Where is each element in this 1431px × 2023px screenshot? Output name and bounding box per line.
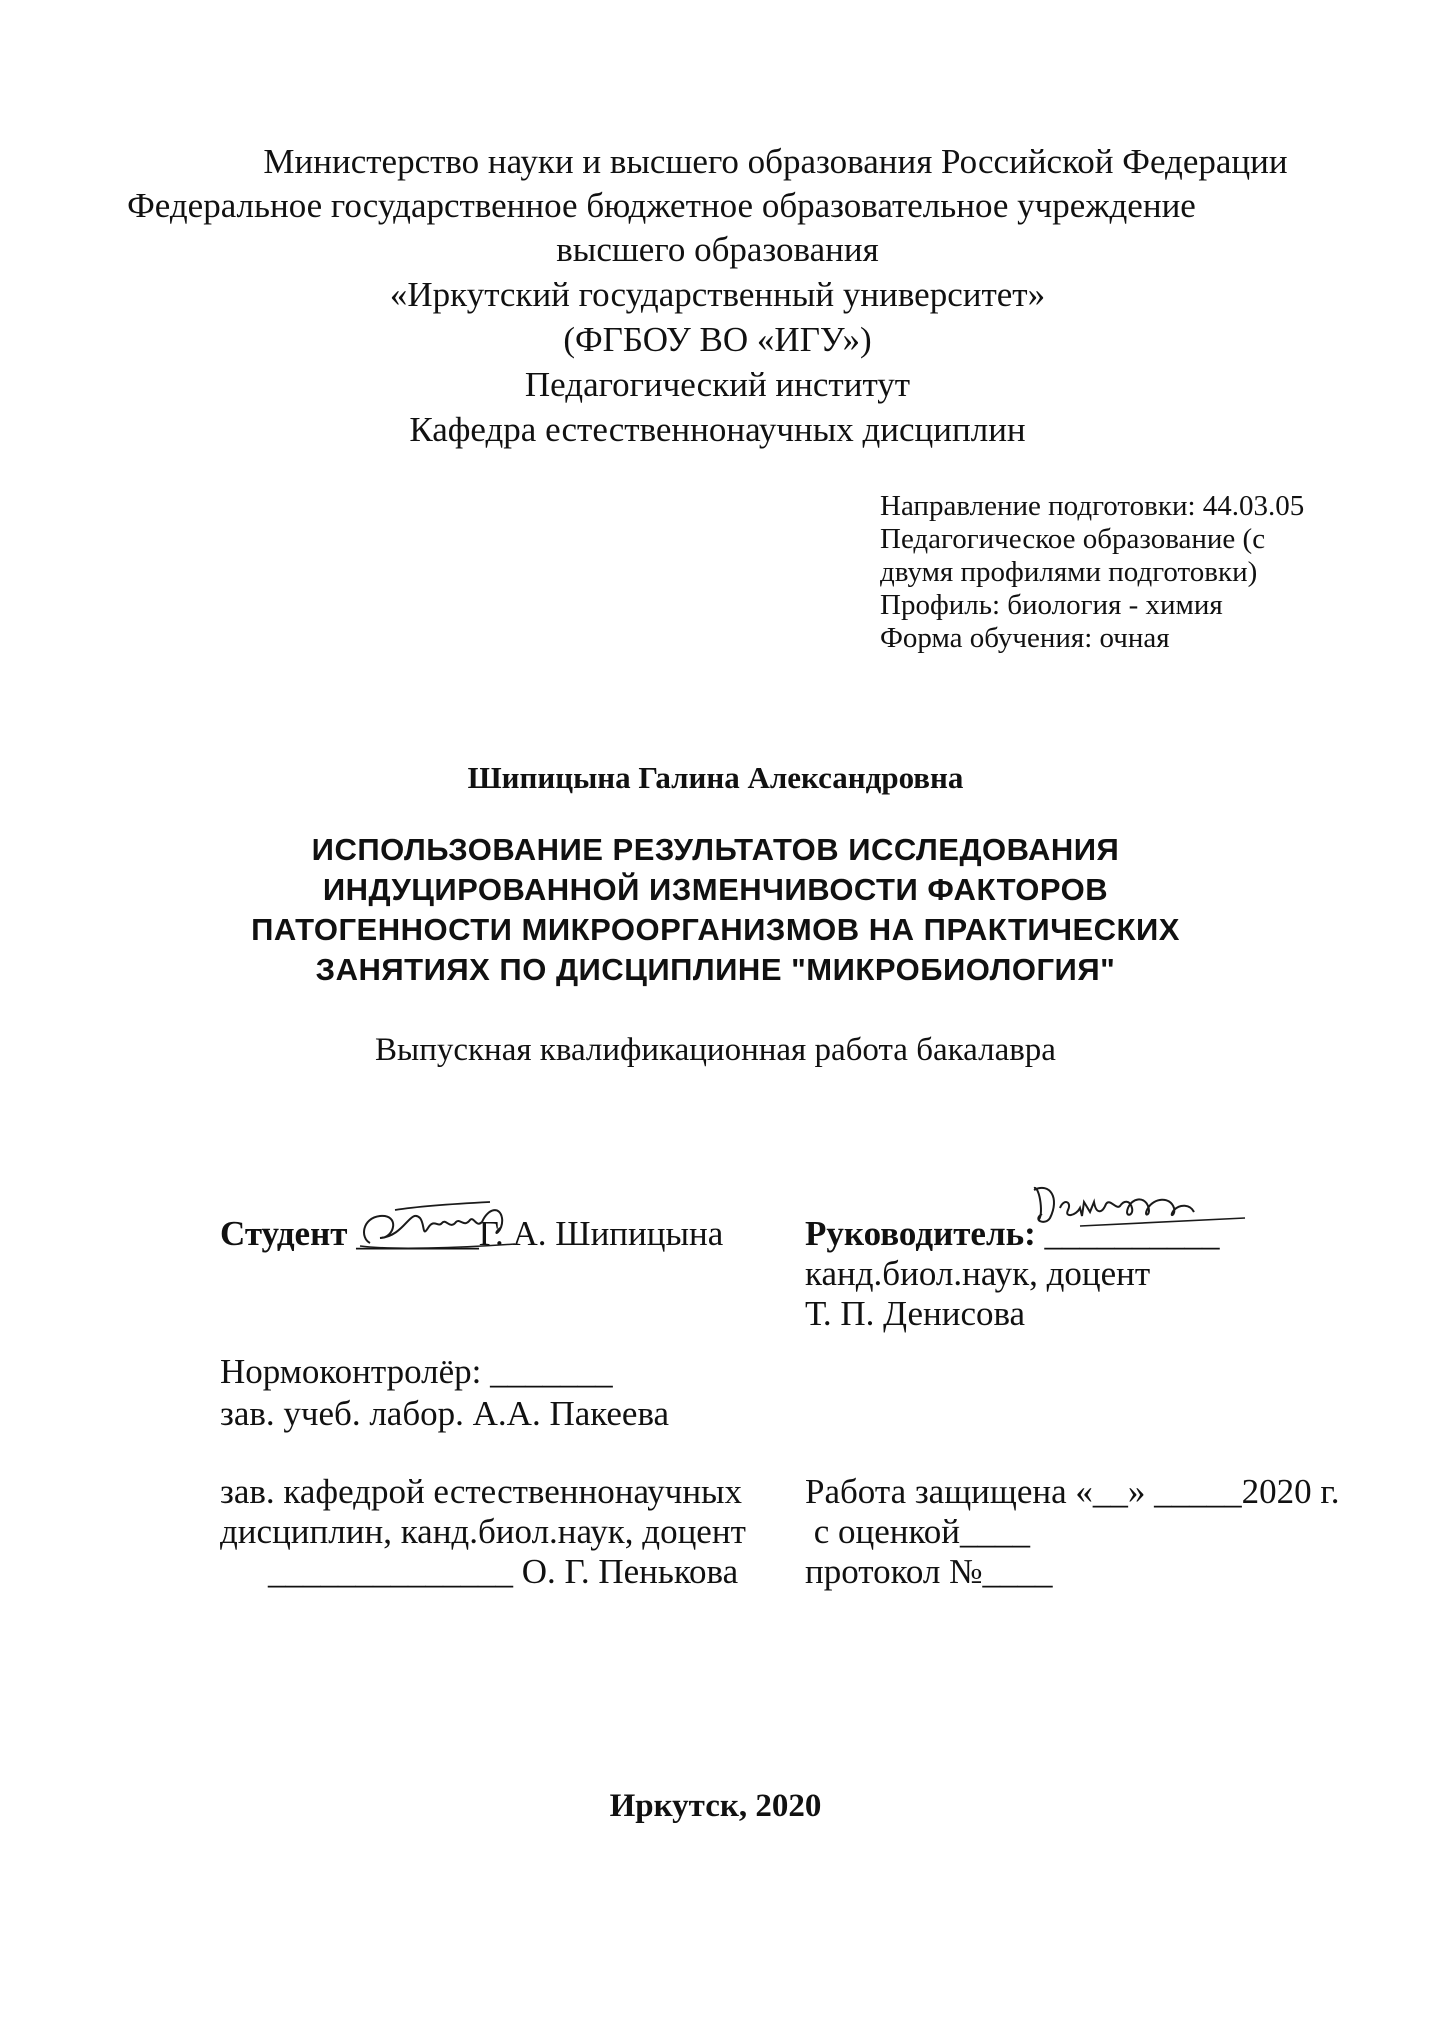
university-name: «Иркутский государственный университет» bbox=[389, 275, 1046, 314]
author-name: Шипицына Галина Александровна bbox=[467, 760, 964, 795]
student-label: Студент bbox=[220, 1214, 348, 1253]
program-education-line-1: Педагогическое образование (с bbox=[880, 523, 1266, 555]
title-line: ИНДУЦИРОВАННОЙ ИЗМЕНЧИВОСТИ ФАКТОРОВ bbox=[322, 872, 1109, 907]
program-profile: Профиль: биология - химия bbox=[880, 589, 1223, 621]
normcontrol-blank: _______ bbox=[490, 1352, 613, 1391]
head-of-dept-signature-line bbox=[268, 1550, 738, 1594]
program-education-line-2: двумя профилями подготовки) bbox=[880, 556, 1258, 588]
title-line: ПАТОГЕННОСТИ МИКРООРГАНИЗМОВ НА ПРАКТИЧЕСКИХ bbox=[251, 912, 1180, 947]
program-direction: Направление подготовки: 44.03.05 bbox=[880, 490, 1305, 522]
ministry-line: Министерство науки и высшего образования Российской Федерации bbox=[263, 142, 1288, 181]
defense-line-1: Работа защищена «__» _____2020 г. bbox=[805, 1472, 1340, 1511]
university-abbreviation: (ФГБОУ ВО «ИГУ») bbox=[563, 320, 872, 359]
program-form: Форма обучения: очная bbox=[880, 622, 1170, 654]
supervisor-degree: канд.биол.наук, доцент bbox=[805, 1254, 1151, 1293]
head-of-dept-name: О. Г. Пенькова bbox=[521, 1552, 739, 1591]
institution-line-2: высшего образования bbox=[556, 230, 879, 269]
head-of-dept-blank: ______________ bbox=[268, 1552, 513, 1591]
institution-line-1: Федеральное государственное бюджетное образовательное учреждение bbox=[127, 186, 1196, 225]
footer-city-year: Иркутск, 2020 bbox=[609, 1788, 822, 1824]
defense-line-3: протокол №____ bbox=[805, 1552, 1053, 1591]
student-signature bbox=[350, 1188, 530, 1258]
head-of-dept-line-1: зав. кафедрой естественнонаучных bbox=[220, 1472, 743, 1511]
supervisor-label: Руководитель: bbox=[805, 1214, 1036, 1253]
title-line: ИСПОЛЬЗОВАНИЕ РЕЗУЛЬТАТОВ ИССЛЕДОВАНИЯ bbox=[311, 832, 1120, 867]
department-name: Кафедра естественнонаучных дисциплин bbox=[409, 410, 1026, 449]
thesis-title bbox=[0, 830, 1431, 990]
supervisor-signature-blank: __________ bbox=[1044, 1214, 1220, 1253]
institute-name: Педагогический институт bbox=[524, 365, 911, 404]
student-signature-blank: _______ bbox=[356, 1214, 479, 1253]
normcontrol-person: зав. учеб. лабор. А.А. Пакеева bbox=[220, 1394, 670, 1433]
title-line: ЗАНЯТИЯХ ПО ДИСЦИПЛИНЕ "МИКРОБИОЛОГИЯ" bbox=[315, 952, 1116, 987]
work-type: Выпускная квалификационная работа бакалавра bbox=[375, 1032, 1056, 1068]
normcontrol-label: Нормоконтролёр: bbox=[220, 1352, 482, 1391]
normcontrol-line bbox=[220, 1350, 613, 1394]
supervisor-signature bbox=[1020, 1168, 1260, 1248]
defense-line-2: с оценкой____ bbox=[805, 1512, 1030, 1551]
supervisor-name: Т. П. Денисова bbox=[805, 1294, 1026, 1333]
head-of-dept-line-2: дисциплин, канд.биол.наук, доцент bbox=[220, 1512, 746, 1551]
student-name: Г. А. Шипицына bbox=[478, 1214, 724, 1253]
